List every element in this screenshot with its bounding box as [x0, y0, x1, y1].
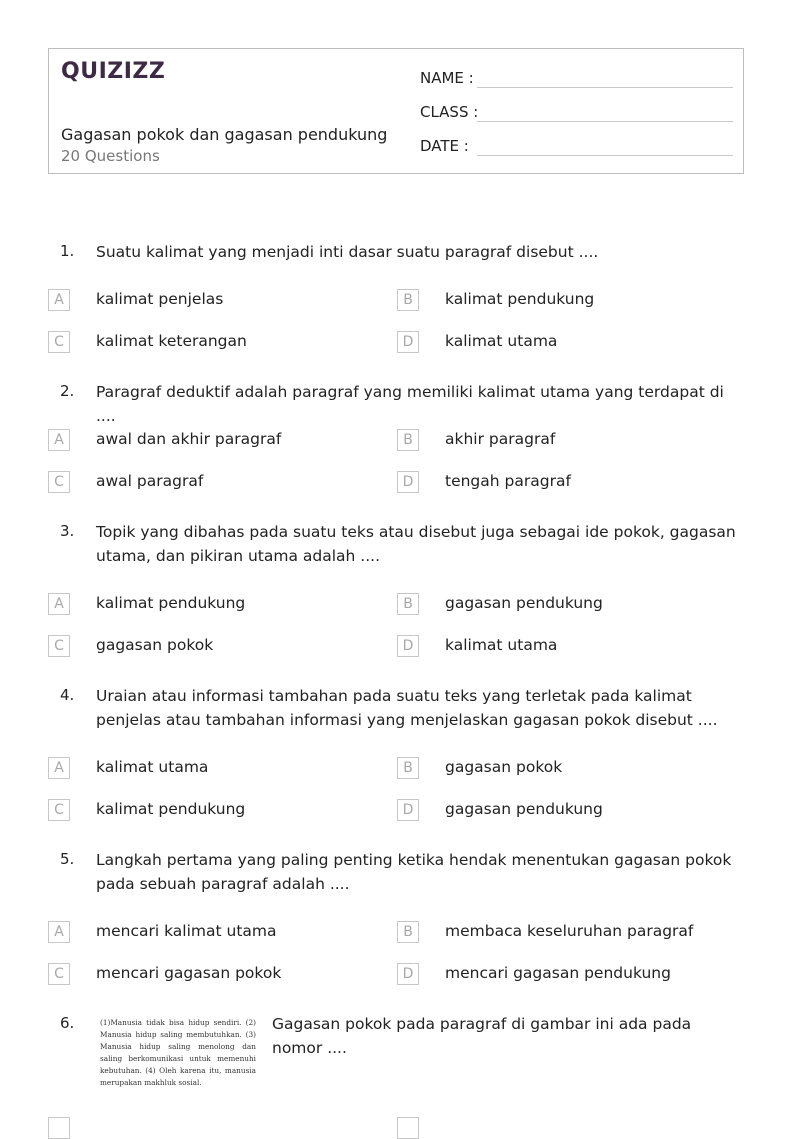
option-a-text: awal dan akhir paragraf	[96, 430, 282, 448]
option-c-text: kalimat keterangan	[96, 332, 247, 350]
option-d-text: gagasan pendukung	[445, 800, 603, 818]
option-d-text: mencari gagasan pendukung	[445, 964, 671, 982]
question-text: Topik yang dibahas pada suatu teks atau disebut juga sebagai ide pokok, gagasan utama, dan pikiran utama adalah ....	[96, 523, 736, 565]
class-field[interactable]	[420, 103, 478, 121]
option-d-box[interactable]: D	[397, 799, 419, 821]
option-c-text: kalimat pendukung	[96, 800, 246, 818]
date-field[interactable]	[420, 137, 469, 155]
question-number: 4.	[60, 686, 75, 704]
option-c-text: awal paragraf	[96, 472, 204, 490]
option-c-text: mencari gagasan pokok	[96, 964, 282, 982]
date-label: DATE :	[420, 137, 469, 155]
option-a-text: mencari kalimat utama	[96, 922, 277, 940]
option-d-box[interactable]: D	[397, 471, 419, 493]
worksheet-title: Gagasan pokok dan gagasan pendukung	[61, 125, 388, 144]
option-b-text: kalimat pendukung	[445, 290, 595, 308]
option-a-box[interactable]: A	[48, 593, 70, 615]
option-b-text: gagasan pendukung	[445, 594, 603, 612]
class-line	[477, 121, 733, 122]
option-a-box[interactable]: A	[48, 289, 70, 311]
option-a-box[interactable]	[48, 1117, 70, 1139]
name-line	[477, 87, 733, 88]
option-a-text: kalimat penjelas	[96, 290, 224, 308]
question-number: 3.	[60, 522, 75, 540]
option-a-box[interactable]: A	[48, 757, 70, 779]
option-b-box[interactable]: B	[397, 921, 419, 943]
option-a-text: kalimat utama	[96, 758, 209, 776]
question-number: 5.	[60, 850, 75, 868]
option-c-box[interactable]: C	[48, 963, 70, 985]
option-a-text: kalimat pendukung	[96, 594, 246, 612]
option-b-box[interactable]	[397, 1117, 419, 1139]
option-b-box[interactable]: B	[397, 593, 419, 615]
quizizz-logo: QUIZIZZ	[61, 59, 166, 84]
option-b-box[interactable]: B	[397, 289, 419, 311]
option-d-text: kalimat utama	[445, 332, 558, 350]
option-b-box[interactable]: B	[397, 429, 419, 451]
option-c-box[interactable]: C	[48, 471, 70, 493]
name-label: NAME :	[420, 69, 474, 87]
option-b-text: membaca keseluruhan paragraf	[445, 922, 694, 940]
option-b-text: akhir paragraf	[445, 430, 556, 448]
option-c-box[interactable]: C	[48, 799, 70, 821]
date-line	[477, 155, 733, 156]
question-text: Suatu kalimat yang menjadi inti dasar suatu paragraf disebut ....	[96, 243, 599, 261]
worksheet-header	[48, 48, 744, 174]
class-label: CLASS :	[420, 103, 479, 121]
option-c-box[interactable]: C	[48, 331, 70, 353]
option-c-box[interactable]: C	[48, 635, 70, 657]
option-d-text: kalimat utama	[445, 636, 558, 654]
question-number: 2.	[60, 382, 75, 400]
option-a-box[interactable]: A	[48, 429, 70, 451]
name-field[interactable]	[420, 69, 474, 87]
option-d-text: tengah paragraf	[445, 472, 571, 490]
question-text: Uraian atau informasi tambahan pada suatu teks yang terletak pada kalimat penjelas atau tambahan informasi yang menjelaskan gagasan pokok disebut ....	[96, 687, 718, 729]
question-count: 20 Questions	[61, 147, 160, 165]
question-text: Langkah pertama yang paling penting ketika hendak menentukan gagasan pokok pada sebuah paragraf adalah ....	[96, 851, 732, 893]
option-d-box[interactable]: D	[397, 331, 419, 353]
question-number: 6.	[60, 1014, 75, 1032]
question-image: (1)Manusia tidak bisa hidup sendiri. (2) Manusia hidup saling membutuhkan. (3) Manusia hidup saling menolong dan saling berkomunikasi untuk memenuhi kebutuhan. (4) Oleh karena itu, manusia merupakan makhluk sosial.	[100, 1018, 256, 1087]
option-a-box[interactable]: A	[48, 921, 70, 943]
question-number: 1.	[60, 242, 75, 260]
option-b-box[interactable]: B	[397, 757, 419, 779]
question-text: Gagasan pokok pada paragraf di gambar ini ada pada nomor ....	[272, 1015, 692, 1057]
option-d-box[interactable]: D	[397, 963, 419, 985]
option-d-box[interactable]: D	[397, 635, 419, 657]
question-text: Paragraf deduktif adalah paragraf yang memiliki kalimat utama yang terdapat di ....	[96, 383, 724, 425]
option-c-text: gagasan pokok	[96, 636, 214, 654]
option-b-text: gagasan pokok	[445, 758, 563, 776]
